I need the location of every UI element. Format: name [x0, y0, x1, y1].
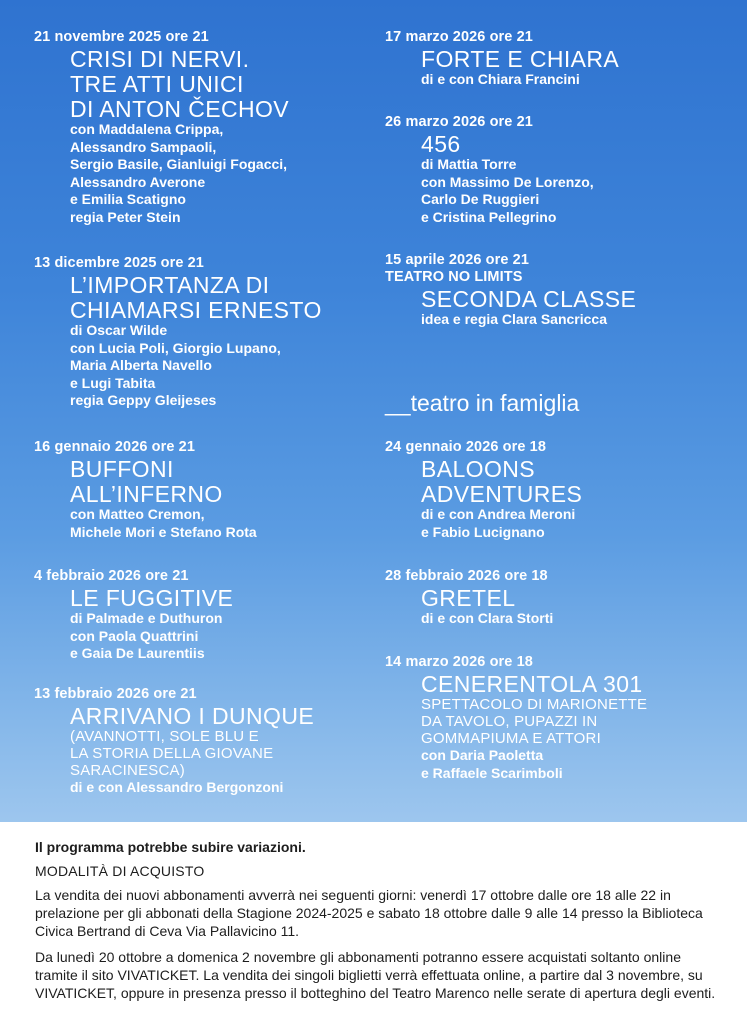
event-seconda-classe	[385, 252, 735, 329]
event-details	[34, 457, 374, 541]
event-date: 28 febbraio 2026 ore 18	[385, 568, 548, 584]
event-title-line: BUFFONI	[70, 456, 174, 482]
event-title-line: TRE ATTI UNICI	[70, 71, 244, 97]
event-credit-line: e Fabio Lucignano	[421, 523, 545, 540]
event-details	[34, 704, 374, 797]
event-date: 21 novembre 2025 ore 21	[34, 29, 209, 45]
purchase-paragraph-1: La vendita dei nuovi abbonamenti avverrà nei seguenti giorni: venerdì 17 ottobre dalle ore 18 alle 22 in prelazione per gli abbonati della Stagione 2024-2025 e sabato 18 ottobre dalle 9 alle 14 presso la Biblioteca Civica Bertrand di Ceva Via Pallavicino 11.	[35, 887, 703, 939]
event-kicker: TEATRO NO LIMITS	[385, 269, 523, 285]
event-title-line: BALOONS	[421, 456, 536, 482]
event-credit-line: e Lugi Tabita	[70, 374, 156, 391]
event-title-line: CENERENTOLA 301	[421, 671, 643, 697]
event-cenerentola-301	[385, 654, 735, 782]
event-details	[385, 269, 735, 329]
event-details	[385, 586, 735, 628]
event-date: 16 gennaio 2026 ore 21	[34, 439, 195, 455]
event-arrivano-i-dunque	[34, 686, 374, 797]
family-section-heading: __teatro in famiglia	[385, 390, 580, 416]
purchase-heading: MODALITÀ DI ACQUISTO	[35, 863, 205, 879]
event-credit-line: regia Peter Stein	[70, 208, 181, 225]
event-crisi-di-nervi	[34, 29, 374, 226]
event-details	[34, 586, 374, 663]
event-credit-line: di Oscar Wilde	[70, 322, 168, 338]
event-credit-line: di Palmade e Duthuron	[70, 610, 223, 626]
event-credit-line: con Matteo Cremon,	[70, 506, 205, 522]
event-date: 15 aprile 2026 ore 21	[385, 252, 529, 268]
event-title-line: SECONDA CLASSE	[421, 286, 637, 312]
event-credit-line: con Massimo De Lorenzo,	[421, 173, 594, 190]
event-credit-line: Alessandro Sampaoli,	[70, 138, 217, 155]
event-credit-line: idea e regia Clara Sancricca	[421, 311, 607, 327]
event-baloons-adventures	[385, 439, 735, 541]
event-title-line: 456	[421, 131, 461, 157]
event-credit-line: di e con Andrea Meroni	[421, 506, 576, 522]
event-date: 13 dicembre 2025 ore 21	[34, 255, 204, 271]
event-title-line: L’IMPORTANZA DI	[70, 272, 270, 298]
event-title-line: ADVENTURES	[421, 481, 583, 507]
event-credit-line: con Maddalena Crippa,	[70, 121, 224, 137]
event-subtitle-line: DA TAVOLO, PUPAZZI IN	[421, 713, 598, 730]
event-credit-line: e Gaia De Laurentiis	[70, 645, 205, 661]
event-details	[385, 132, 735, 226]
event-date: 4 febbraio 2026 ore 21	[34, 568, 189, 584]
event-credit-line: di e con Alessandro Bergonzoni	[70, 779, 284, 795]
program-notice: Il programma potrebbe subire variazioni.	[35, 839, 306, 855]
event-details	[34, 47, 374, 226]
event-credit-line: con Daria Paoletta	[421, 747, 544, 763]
event-credit-line: e Emilia Scatigno	[70, 191, 186, 207]
event-credit-line: di e con Chiara Francini	[421, 71, 580, 87]
event-date: 13 febbraio 2026 ore 21	[34, 686, 197, 702]
event-importanza-di-chiamarsi-ernesto	[34, 255, 374, 410]
event-forte-e-chiara	[385, 29, 735, 89]
event-credit-line: di e con Clara Storti	[421, 610, 554, 626]
event-credit-line: e Raffaele Scarimboli	[421, 764, 563, 781]
event-title-line: DI ANTON ČECHOV	[70, 96, 289, 122]
purchase-paragraph-2: Da lunedì 20 ottobre a domenica 2 novembre gli abbonamenti potranno essere acquistati soltanto online tramite il sito VIVATICKET. La vendita dei singoli biglietti verrà effettuata online, a partire dal 3 novembre, su VIVATICKET, oppure in presenza presso il botteghino del Teatro Marenco nelle serate di apertura degli eventi.	[35, 949, 716, 1001]
event-subtitle-line: GOMMAPIUMA E ATTORI	[421, 730, 601, 747]
event-credit-line: Alessandro Averone	[70, 173, 206, 190]
event-456	[385, 114, 735, 226]
event-date: 14 marzo 2026 ore 18	[385, 654, 533, 670]
event-subtitle-line: LA STORIA DELLA GIOVANE	[70, 745, 274, 762]
event-title-line: FORTE E CHIARA	[421, 46, 620, 72]
event-credit-line: con Paola Quattrini	[70, 627, 199, 644]
event-credit-line: di Mattia Torre	[421, 156, 517, 172]
event-date: 17 marzo 2026 ore 21	[385, 29, 533, 45]
event-title-line: CRISI DI NERVI.	[70, 46, 250, 72]
event-le-fuggitive	[34, 568, 374, 663]
event-details	[385, 457, 735, 541]
event-credit-line: Michele Mori e Stefano Rota	[70, 523, 257, 540]
event-subtitle-line: SARACINESCA)	[70, 762, 185, 779]
event-details	[385, 672, 735, 782]
purchase-info	[35, 838, 725, 1010]
event-credit-line: Maria Alberta Navello	[70, 357, 212, 373]
event-buffoni-allinferno	[34, 439, 374, 541]
event-subtitle-line: (AVANNOTTI, SOLE BLU E	[70, 728, 259, 745]
event-title-line: GRETEL	[421, 585, 516, 611]
event-gretel	[385, 568, 735, 628]
event-details	[34, 273, 374, 410]
event-credit-line: Sergio Basile, Gianluigi Fogacci,	[70, 156, 288, 172]
event-credit-line: e Cristina Pellegrino	[421, 208, 557, 225]
event-date: 26 marzo 2026 ore 21	[385, 114, 533, 130]
event-credit-line: regia Geppy Gleijeses	[70, 392, 217, 408]
event-title-line: LE FUGGITIVE	[70, 585, 234, 611]
event-details	[385, 47, 735, 89]
event-subtitle-line: SPETTACOLO DI MARIONETTE	[421, 696, 648, 713]
event-title-line: ALL’INFERNO	[70, 481, 223, 507]
event-title-line: ARRIVANO I DUNQUE	[70, 703, 315, 729]
event-title-line: CHIAMARSI ERNESTO	[70, 297, 322, 323]
event-credit-line: Carlo De Ruggieri	[421, 191, 540, 207]
event-credit-line: con Lucia Poli, Giorgio Lupano,	[70, 339, 281, 356]
event-date: 24 gennaio 2026 ore 18	[385, 439, 546, 455]
